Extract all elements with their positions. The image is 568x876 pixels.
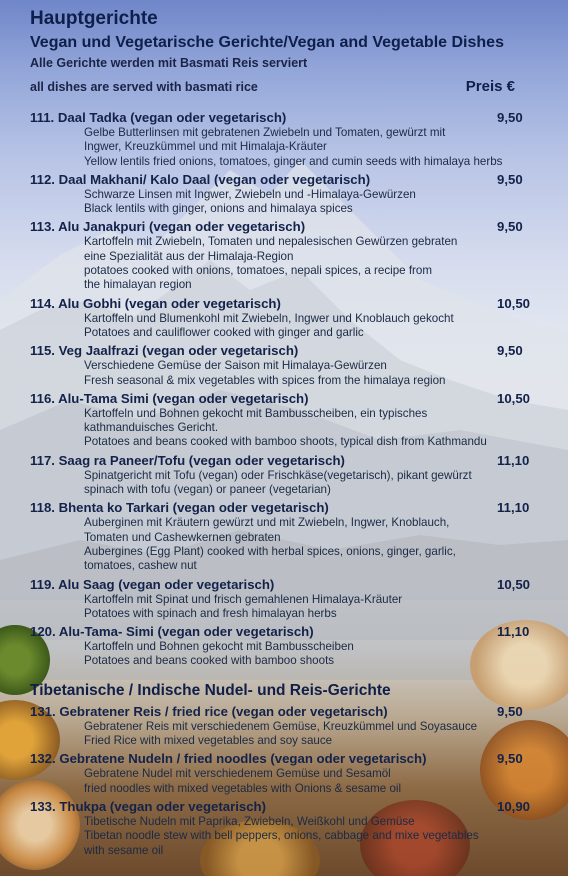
menu-item-price: 11,10	[497, 500, 530, 516]
menu-item-price: 10,90	[497, 798, 531, 814]
description-line: Schwarze Linsen mit Ingwer, Zwiebeln und -Himalaya-Gewürzen	[84, 187, 416, 201]
description-line: Gebratene Nudel mit verschiedenem Gemüse und Sesamöl	[84, 767, 391, 781]
description-line: the himalayan region	[84, 278, 192, 292]
description-line: Potatoes and beans cooked with bamboo shoots, typical dish from Kathmandu	[84, 435, 487, 449]
description-line: Kartoffeln und Blumenkohl mit Zwiebeln, Ingwer und Knoblauch gekocht	[84, 311, 454, 325]
description-line: Tibetan noodle stew with bell peppers, onions, cabbage and mixe vegetables	[84, 829, 479, 843]
description-line: Spinatgericht mit Tofu (vegan) oder Frischkäse(vegetarisch), pikant gewürzt	[84, 468, 472, 482]
menu-item-header	[30, 751, 560, 767]
menu-item-description	[30, 815, 560, 858]
menu-item-description	[30, 235, 560, 292]
menu-item-title: 112. Daal Makhani/ Kalo Daal (vegan oder vegetarisch)	[30, 171, 371, 187]
menu-item-description	[30, 126, 560, 169]
menu-item-description	[30, 593, 560, 622]
menu-item-description	[30, 640, 560, 669]
menu-item	[30, 799, 560, 858]
menu-item-title: 120. Alu-Tama- Simi (vegan oder vegetarisch)	[30, 624, 314, 640]
menu-item-price: 11,10	[497, 624, 530, 640]
menu-item	[30, 391, 560, 450]
description-line: potatoes cooked with onions, tomatoes, nepali spices, a recipe from	[84, 264, 433, 278]
menu-item	[30, 219, 560, 292]
dish-list	[30, 110, 560, 669]
description-line: Gebratener Reis mit verschiedenem Gemüse, Kreuzkümmel und Soyasauce	[84, 719, 478, 733]
menu-item	[30, 110, 560, 169]
description-line: Ingwer, Kreuzkümmel und mit Himalaja-Kräuter	[84, 140, 327, 154]
description-line: Kartoffeln und Bohnen gekocht mit Bambusscheiben, ein typisches	[84, 406, 428, 420]
description-line: tomatoes, cashew nut	[84, 559, 197, 573]
description-line: Tomaten und Cashewkernen gebraten	[84, 530, 281, 544]
description-line: kathmanduisches Gericht.	[84, 421, 219, 435]
description-line: Tibetische Nudeln mit Paprika, Zwiebeln, Weißkohl und Gemüse	[84, 814, 415, 828]
menu-item-title: 118. Bhenta ko Tarkari (vegan oder vegetarisch)	[30, 500, 329, 516]
menu-item-header	[30, 110, 560, 126]
menu-item	[30, 704, 560, 749]
section-subtitle: Vegan und Vegetarische Gerichte/Vegan and Vegetable Dishes	[30, 34, 504, 51]
menu-item-price: 9,50	[497, 343, 523, 359]
menu-item-price: 9,50	[497, 703, 523, 719]
menu-item-title: 116. Alu-Tama Simi (vegan oder vegetarisch)	[30, 390, 309, 406]
menu-item-price: 9,50	[497, 110, 523, 125]
menu-item-header	[30, 219, 560, 235]
menu-item	[30, 751, 560, 796]
description-line: Fried Rice with mixed vegetables and soy sauce	[84, 734, 333, 748]
menu-item-description	[30, 516, 560, 573]
description-line: Aubergines (Egg Plant) cooked with herbal spices, onions, ginger, garlic,	[84, 544, 456, 558]
menu-item-title: 115. Veg Jaalfrazi (vegan oder vegetarisch)	[30, 343, 299, 359]
menu-item-price: 11,10	[497, 452, 530, 468]
menu-item-header	[30, 343, 560, 359]
menu-item-description	[30, 767, 560, 796]
menu-item-title: 113. Alu Janakpuri (vegan oder vegetarisch)	[30, 219, 306, 235]
rice-note-de: Alle Gerichte werden mit Basmati Reis serviert	[30, 56, 308, 70]
menu-item	[30, 500, 560, 573]
menu-item-header	[30, 799, 560, 815]
menu-item-price: 9,50	[497, 171, 523, 187]
description-line: Potatoes with spinach and fresh himalayan herbs	[84, 606, 337, 620]
description-line: Potatoes and cauliflower cooked with ginger and garlic	[84, 325, 364, 339]
menu-item-title: 117. Saag ra Paneer/Tofu (vegan oder vegetarisch)	[30, 452, 345, 468]
description-line: eine Spezialität aus der Himalaja-Region	[84, 249, 294, 263]
menu-item-title: 114. Alu Gobhi (vegan oder vegetarisch)	[30, 295, 281, 311]
menu-item	[30, 577, 560, 622]
menu-item	[30, 172, 560, 217]
menu-item	[30, 624, 560, 669]
menu-item-price: 10,50	[497, 390, 531, 406]
menu-item-header	[30, 704, 560, 720]
page-title: Hauptgerichte	[30, 8, 158, 29]
dish-list-noodles	[30, 704, 560, 858]
menu-item-header	[30, 296, 560, 312]
menu-item-header	[30, 453, 560, 469]
menu-item-description	[30, 469, 560, 498]
menu-item-header	[30, 172, 560, 188]
description-line: Fresh seasonal & mix vegetables with spices from the himalaya region	[84, 373, 446, 387]
menu-item-price: 9,50	[497, 219, 523, 235]
description-line: Auberginen mit Kräutern gewürzt und mit Zwiebeln, Ingwer, Knoblauch,	[84, 516, 450, 530]
menu-item-header	[30, 391, 560, 407]
menu-item-header	[30, 577, 560, 593]
menu-item	[30, 296, 560, 341]
description-line: Gelbe Butterlinsen mit gebratenen Zwiebeln und Tomaten, gewürzt mit	[84, 126, 446, 139]
section-title-noodles: Tibetanische / Indische Nudel- und Reis-Gerichte	[30, 681, 391, 699]
menu-item-price: 10,50	[497, 576, 531, 592]
description-line: Potatoes and beans cooked with bamboo shoots	[84, 654, 335, 668]
menu-item-title: 119. Alu Saag (vegan oder vegetarisch)	[30, 576, 275, 592]
description-line: with sesame oil	[84, 843, 164, 857]
description-line: Black lentils with ginger, onions and himalaya spices	[84, 202, 353, 216]
description-line: Yellow lentils fried onions, tomatoes, ginger and cumin seeds with himalaya herbs	[84, 154, 503, 168]
menu-item-header	[30, 500, 560, 516]
description-line: Kartoffeln und Bohnen gekocht mit Bambusscheiben	[84, 640, 354, 654]
menu-item-price: 9,50	[497, 751, 523, 767]
note-price-row	[30, 78, 560, 96]
description-line: Verschiedene Gemüse der Saison mit Himalaya-Gewürzen	[84, 359, 387, 373]
description-line: fried noodles with mixed vegetables with Onions & sesame oil	[84, 781, 402, 795]
rice-note-en: all dishes are served with basmati rice	[30, 80, 258, 94]
menu-item	[30, 453, 560, 498]
menu-content	[30, 8, 560, 861]
menu-item-description	[30, 720, 560, 749]
menu-item-price: 10,50	[497, 295, 531, 311]
menu-item-title: 133. Thukpa (vegan oder vegetarisch)	[30, 798, 266, 814]
description-line: Kartoffeln mit Zwiebeln, Tomaten und nepalesischen Gewürzen gebraten	[84, 235, 458, 249]
menu-item-title: 131. Gebratener Reis / fried rice (vegan oder vegetarisch)	[30, 703, 388, 719]
price-column-header: Preis €	[465, 78, 515, 95]
menu-item-description	[30, 407, 560, 450]
menu-item-title: 132. Gebratene Nudeln / fried noodles (vegan oder vegetarisch)	[30, 751, 427, 767]
menu-item-description	[30, 312, 560, 341]
description-line: Kartoffeln mit Spinat und frisch gemahlenen Himalaya-Kräuter	[84, 592, 403, 606]
menu-item-description	[30, 359, 560, 388]
menu-item-header	[30, 624, 560, 640]
menu-item-description	[30, 188, 560, 217]
description-line: spinach with tofu (vegan) or paneer (vegetarian)	[84, 483, 331, 497]
menu-item	[30, 343, 560, 388]
menu-item-title: 111. Daal Tadka (vegan oder vegetarisch)	[30, 110, 287, 125]
